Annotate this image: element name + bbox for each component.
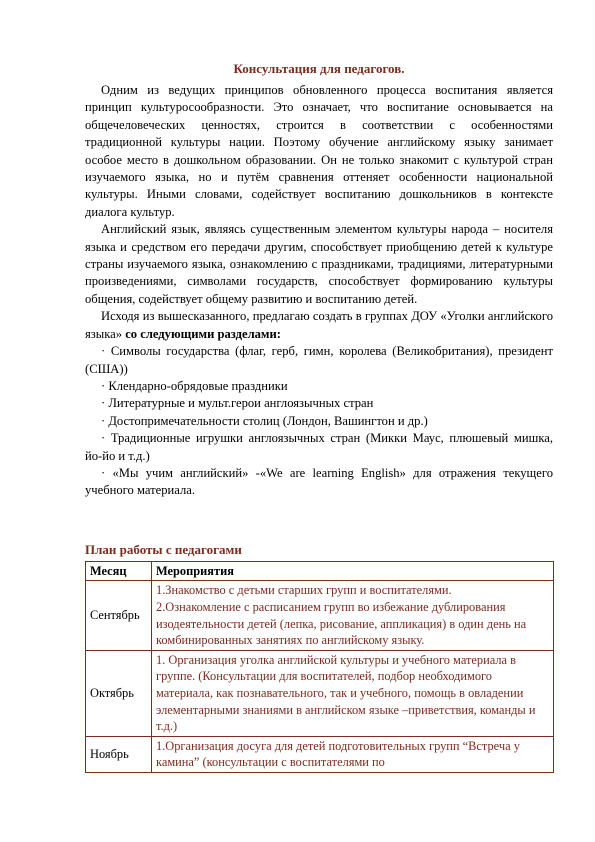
document-title: Консультация для педагогов. bbox=[233, 61, 405, 76]
header-month: Месяц bbox=[86, 561, 152, 581]
list-item: · Символы государства (флаг, герб, гимн, королева (Великобритания), президент (США)) bbox=[85, 344, 553, 376]
list-item: · Традиционные игрушки англоязычных стран (Микки Маус, плюшевый мишка, йо-йо и т.д.) bbox=[85, 431, 553, 463]
table-row bbox=[86, 736, 554, 772]
month-cell: Ноябрь bbox=[86, 736, 152, 772]
list-item: · Литературные и мульт.герои англоязычных стран bbox=[101, 396, 374, 411]
activity-cell bbox=[152, 650, 554, 736]
month-cell: Октябрь bbox=[86, 650, 152, 736]
table-header-row bbox=[86, 561, 554, 581]
document-page bbox=[85, 60, 553, 773]
list-item: · «Мы учим английский» -«We are learning English» для отражения текущего учебного материала. bbox=[85, 465, 553, 498]
table-row bbox=[86, 581, 554, 650]
intro-bold: со следующими разделами: bbox=[122, 326, 281, 341]
activity-text: 1.Знакомство с детьми старших групп и воспитателями. 2.Ознакомление с расписанием групп во избежание дублирования изодеятельности детей (лепка, рисование, аппликация) в один день на комбинированных занятиях по английскому языку. bbox=[156, 583, 527, 648]
activity-text: 1. Организация уголка английской культуры и учебного материала в группе. (Консультации для воспитателей, подбор необходимого материала, как познавательного, так и учебного, помощь в овладении элементарными знаниями в английском языке –приветствия, команды и т.д.) bbox=[156, 652, 536, 734]
plan-table bbox=[85, 561, 554, 773]
list-item: · Достопримечательности столиц (Лондон, Вашингтон и др.) bbox=[101, 413, 428, 428]
plan-title: План работы с педагогами bbox=[85, 541, 242, 557]
paragraph-intro bbox=[85, 308, 553, 343]
activity-text: 1.Организация досуга для детей подготовительных групп “Встреча у камина” (консультации с воспитателями по bbox=[156, 738, 520, 770]
month-cell: Сентябрь bbox=[86, 581, 152, 650]
paragraph-2: Английский язык, являясь существенным элементом культуры народа – носителя языка и средством его передачи другим, способствует приобщению детей к культуре страны изучаемого языка, ознакомлению с праздниками, традициями, литературными произведениями, символами государств, способствует формированию культуры общения, содействует общему развитию и воспитанию детей. bbox=[85, 222, 553, 306]
header-activities: Мероприятия bbox=[152, 561, 554, 581]
table-row bbox=[86, 650, 554, 736]
activity-cell bbox=[152, 736, 554, 772]
activity-cell bbox=[152, 581, 554, 650]
paragraph-1: Одним из ведущих принципов обновленного процесса воспитания является принцип культуросообразности. Это означает, что воспитание основывается на общечеловеческих ценностях, строится в соответствии с особенностями традиционной культуры нации. Поэтому обучение английскому языку занимает особое место в дошкольном образовании. Он не только знакомит с культурой стран изучаемого языка, но и путём сравнения оттеняет особенности национальной культуры. Иными словами, содействует воспитанию дошкольников в контексте диалога культур. bbox=[85, 83, 553, 219]
intro-text: Исходя из вышесказанного, предлагаю создать в группах ДОУ «Уголки английского языка» bbox=[85, 309, 553, 341]
list-item: · Клендарно-обрядовые праздники bbox=[101, 378, 288, 393]
